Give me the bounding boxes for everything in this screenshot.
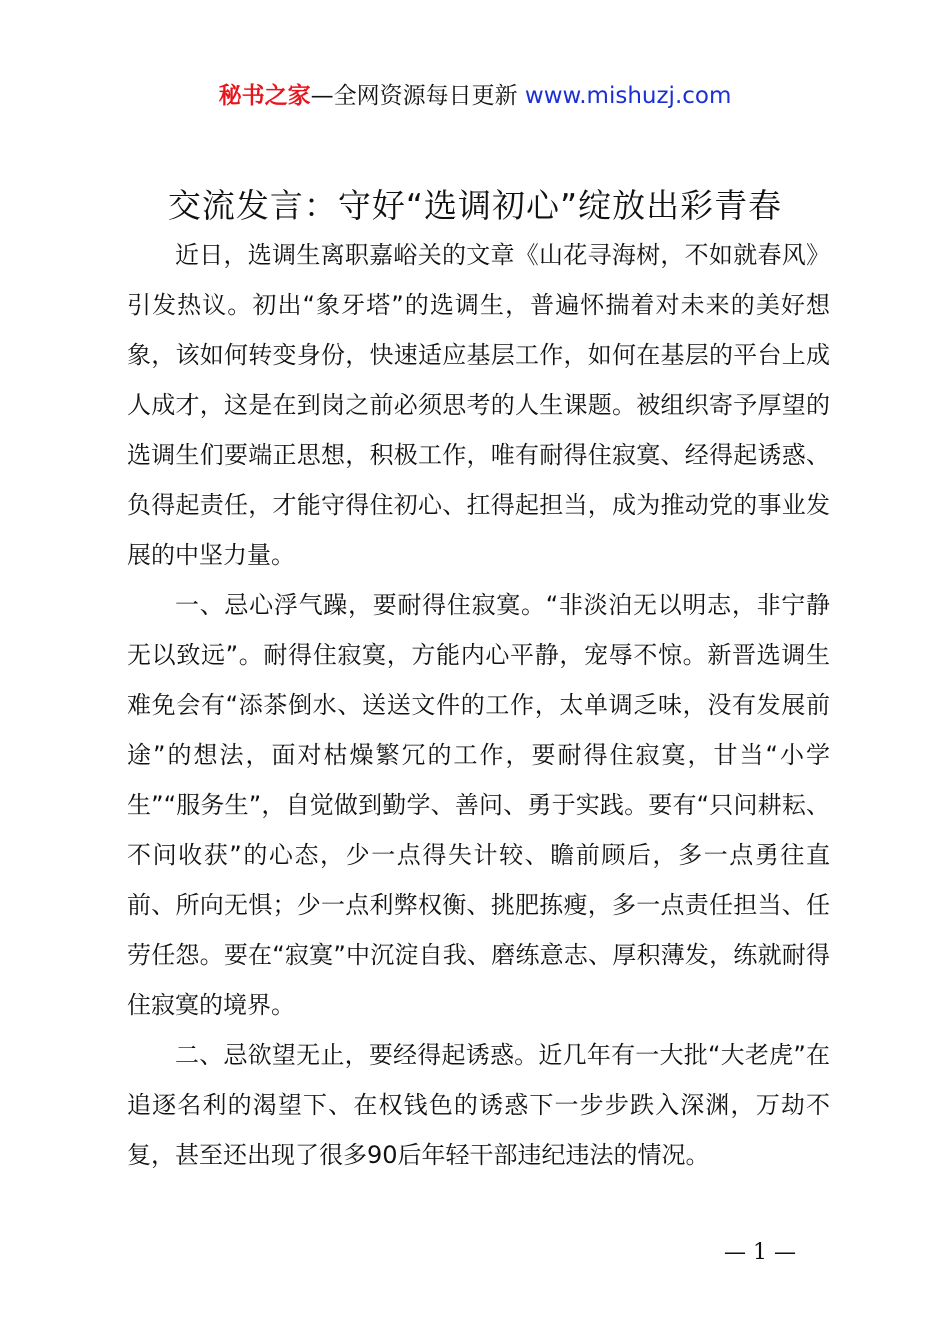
document-title: 交流发言：守好“选调初心”绽放出彩青春 xyxy=(167,186,783,225)
site-brand: 秘书之家 xyxy=(218,83,311,109)
site-url[interactable]: www.mishuzj.com xyxy=(524,83,732,109)
page-number: — 1 — xyxy=(724,1240,796,1265)
paragraph-section-one: 一、忌心浮气躁，要耐得住寂寞。“非淡泊无以明志，非宁静无以致远”。耐得住寂寞，方能内心平静，宠辱不惊。新晋选调生难免会有“添茶倒水、送送文件的工作，太单调乏味，没有发展前途”的想法，面对枯燥繁冗的工作，要耐得住寂寞，甘当“小学生”“服务生”，自觉做到勤学、善问、勇于实践。要有“只问耕耘、不问收获”的心态，少一点得失计较、瞻前顾后，多一点勇往直前、所向无惧；少一点利弊权衡、挑肥拣瘦，多一点责任担当、任劳任怨。要在“寂寞”中沉淀自我、磨练意志、厚积薄发，练就耐得住寂寞的境界。 xyxy=(127,591,830,1019)
document-body xyxy=(127,230,830,1180)
paragraph-section-two: 二、忌欲望无止，要经得起诱惑。近几年有一大批“大老虎”在追逐名利的渴望下、在权钱色的诱惑下一步步跌入深渊，万劫不复，甚至还出现了很多90后年轻干部违纪违法的情况。 xyxy=(127,1041,830,1169)
site-header xyxy=(0,80,950,112)
site-tagline: —全网资源每日更新 xyxy=(310,83,518,109)
paragraph-intro: 近日，选调生离职嘉峪关的文章《山花寻海树，不如就春风》引发热议。初出“象牙塔”的选调生，普遍怀揣着对未来的美好想象，该如何转变身份，快速适应基层工作，如何在基层的平台上成人成才，这是在到岗之前必须思考的人生课题。被组织寄予厚望的选调生们要端正思想，积极工作，唯有耐得住寂寞、经得起诱惑、负得起责任，才能守得住初心、扛得起担当，成为推动党的事业发展的中坚力量。 xyxy=(127,241,830,569)
